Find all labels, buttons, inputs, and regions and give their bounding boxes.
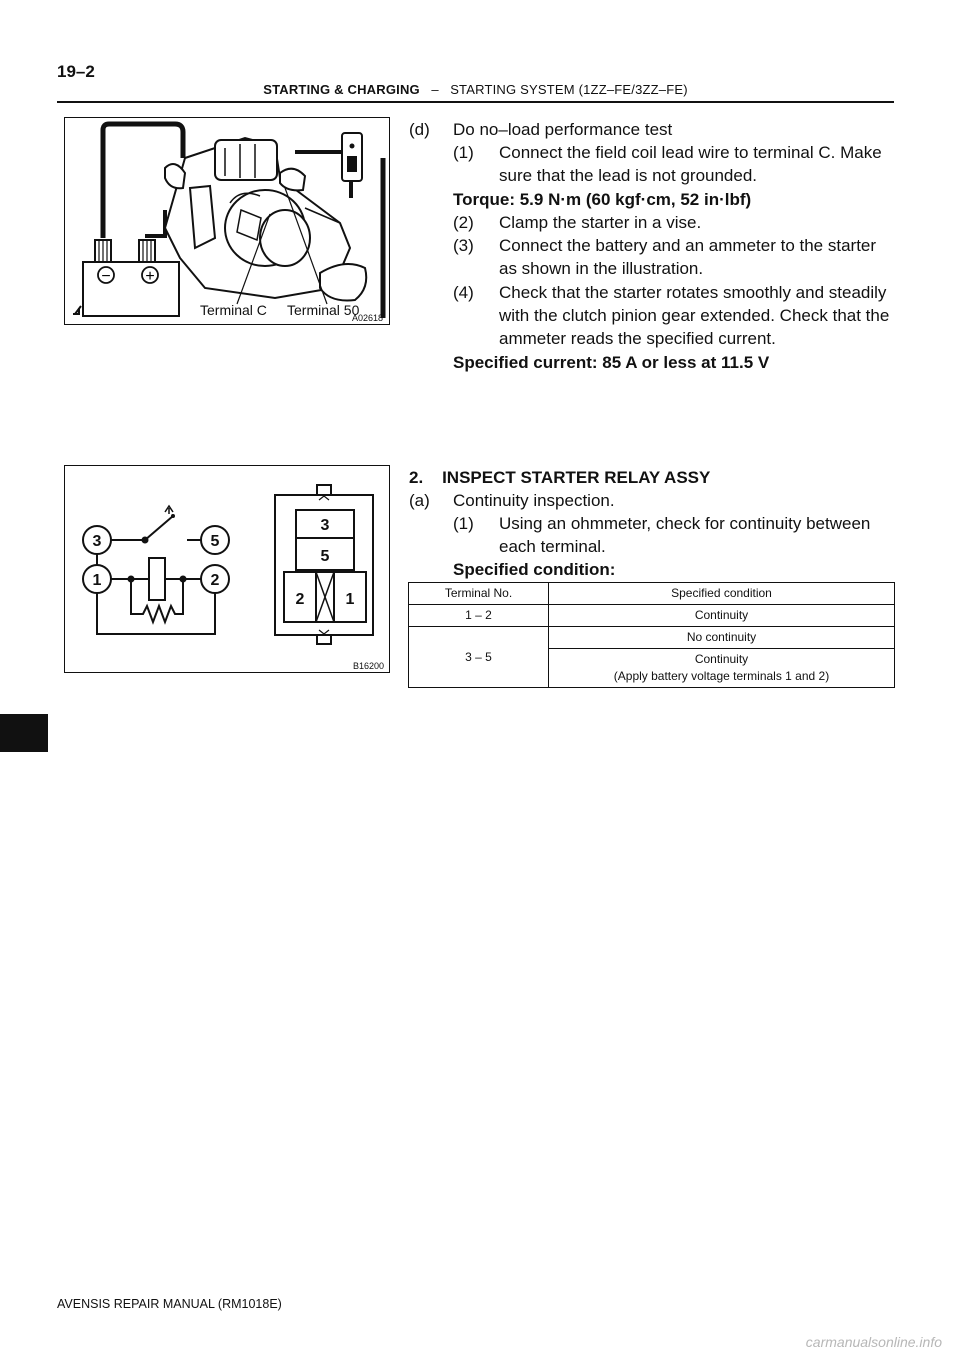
- table-row: [409, 627, 895, 649]
- figure2-code: B16200: [353, 661, 385, 671]
- relay-terminal-2: 2: [295, 591, 305, 608]
- section-2-heading: 2. INSPECT STARTER RELAY ASSY: [409, 468, 711, 487]
- step-d-title: Do no–load performance test: [453, 120, 673, 139]
- figure-mark-icon: [73, 306, 81, 314]
- relay-terminal-3: 3: [320, 517, 330, 534]
- torque-spec: Torque: 5.9 N·m (60 kgf·cm, 52 in·lbf): [453, 190, 752, 209]
- battery-positive-symbol: +: [145, 268, 155, 285]
- relay-diagram-figure: [64, 465, 390, 673]
- table-header-row: [409, 583, 895, 605]
- circuit-terminal-2: 2: [210, 572, 220, 589]
- relay-terminal-1: 1: [345, 591, 355, 608]
- table-cell-condition: Continuity: [549, 605, 895, 627]
- running-header: [57, 82, 894, 97]
- step-d1-marker: (1): [453, 143, 474, 162]
- step-a1-line1: Using an ohmmeter, check for continuity between: [499, 514, 871, 533]
- page-number: 19–2: [57, 62, 95, 81]
- table-header-condition: Specified condition: [549, 583, 895, 605]
- continuity-table: [408, 582, 895, 688]
- table-cell-condition-line2: (Apply battery voltage terminals 1 and 2): [613, 669, 830, 683]
- header-section: STARTING & CHARGING: [263, 82, 420, 97]
- step-d4-marker: (4): [453, 283, 474, 302]
- circuit-terminal-1: 1: [92, 572, 102, 589]
- terminal-c-label: Terminal C: [200, 302, 267, 318]
- specified-current: Specified current: 85 A or less at 11.5 V: [453, 353, 770, 372]
- table-cell-terminal: 3 – 5: [409, 627, 549, 688]
- section-tab-marker: [0, 714, 48, 752]
- table-row: [409, 605, 895, 627]
- step-d3-marker: (3): [453, 236, 474, 255]
- figure1-code: A02618: [352, 313, 384, 323]
- step-d2-marker: (2): [453, 213, 474, 232]
- battery-negative-symbol: −: [101, 268, 111, 285]
- table-cell-condition: No continuity: [549, 627, 895, 649]
- relay-terminal-5: 5: [320, 548, 330, 565]
- step-d4-line1: Check that the starter rotates smoothly and steadily: [499, 283, 887, 302]
- step-d4-line2: with the clutch pinion gear extended. Check that the: [499, 306, 890, 325]
- step-d3-line2: as shown in the illustration.: [499, 259, 704, 278]
- starter-test-figure: [64, 117, 390, 325]
- step-a1-marker: (1): [453, 514, 474, 533]
- step-a1-line2: each terminal.: [499, 537, 606, 556]
- footer-manual-id: AVENSIS REPAIR MANUAL (RM1018E): [57, 1297, 282, 1311]
- step-d2-line1: Clamp the starter in a vise.: [499, 213, 702, 232]
- header-rule: [57, 101, 894, 103]
- table-cell-condition-line1: Continuity: [694, 652, 749, 666]
- header-separator: –: [431, 82, 439, 97]
- circuit-terminal-5: 5: [210, 533, 220, 550]
- table-header-terminal: Terminal No.: [409, 583, 549, 605]
- watermark: carmanualsonline.info: [805, 1334, 942, 1350]
- table-cell-terminal: 1 – 2: [409, 605, 549, 627]
- step-d1-line1: Connect the field coil lead wire to terminal C. Make: [499, 143, 882, 162]
- header-subsection: STARTING SYSTEM (1ZZ–FE/3ZZ–FE): [450, 82, 688, 97]
- step-d4-line3: ammeter reads the specified current.: [499, 329, 776, 348]
- step-d1-line2: sure that the lead is not grounded.: [499, 166, 758, 185]
- terminal-50-label: Terminal 50: [287, 302, 360, 318]
- step-d3-line1: Connect the battery and an ammeter to the starter: [499, 236, 877, 255]
- step-d-marker: (d): [409, 120, 430, 139]
- step-a-text: Continuity inspection.: [453, 491, 615, 510]
- specified-condition-label: Specified condition:: [453, 560, 616, 579]
- table-cell-condition: [549, 649, 895, 688]
- step-a-marker: (a): [409, 491, 430, 510]
- circuit-terminal-3: 3: [92, 533, 102, 550]
